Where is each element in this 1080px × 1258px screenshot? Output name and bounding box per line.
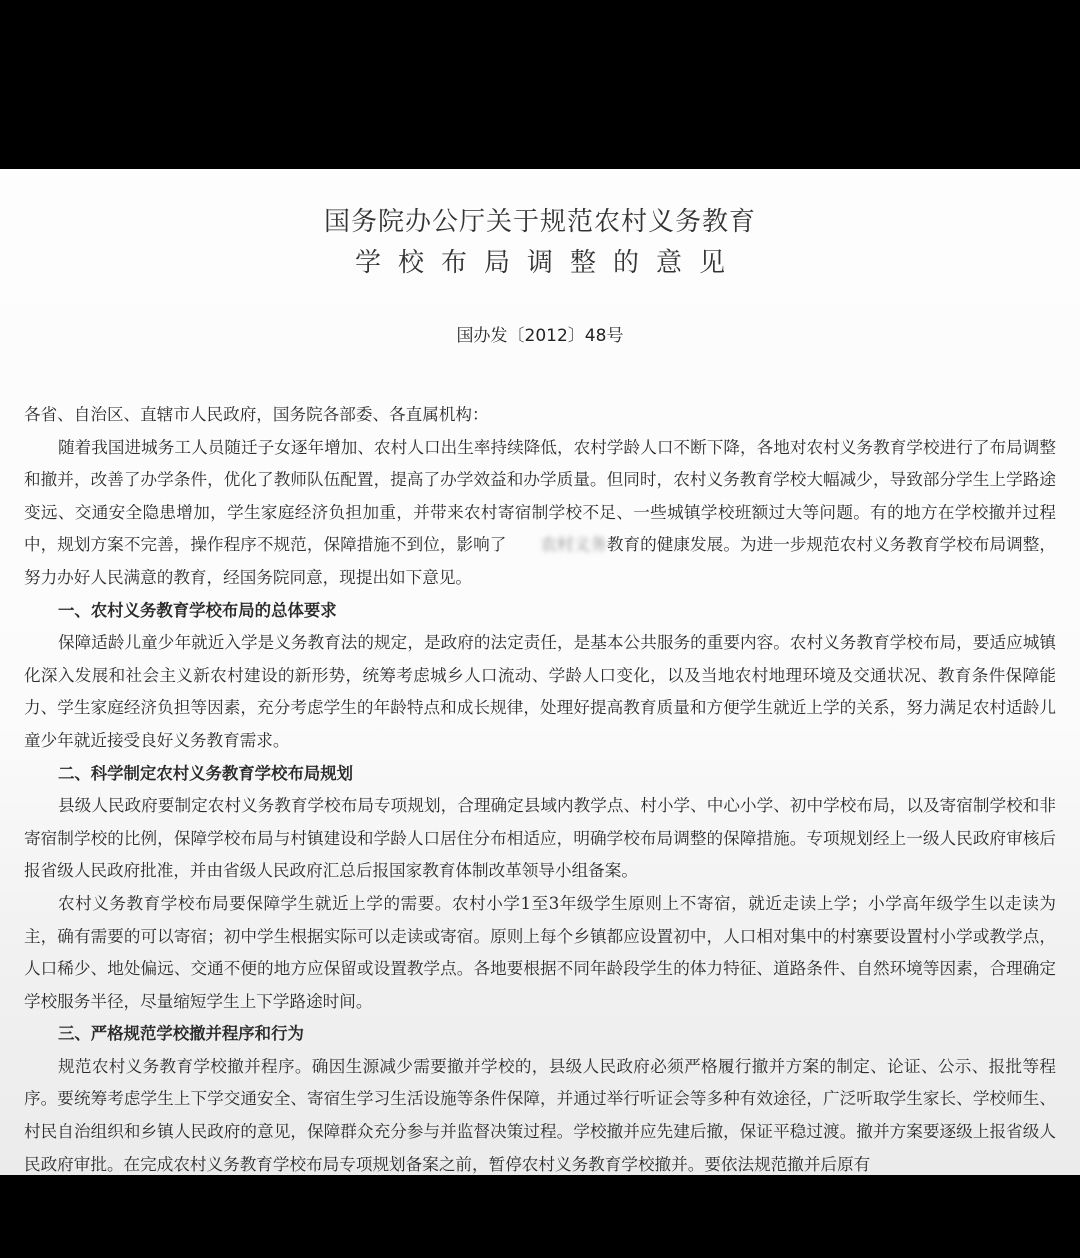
document-body <box>24 399 1056 1175</box>
document-title-line-2: 学校布局调整的意见 <box>354 248 742 278</box>
salutation: 各省、自治区、直辖市人民政府，国务院各部委、各直属机构： <box>24 405 489 424</box>
section-1-heading: 一、农村义务教育学校布局的总体要求 <box>58 600 337 620</box>
section-3-heading: 三、严格规范学校撤并程序和行为 <box>58 1024 304 1044</box>
section-3-paragraph-1: 规范农村义务教育学校撤并程序。确因生源减少需要撤并学校的，县级人民政府必须严格履行撤并方案的制定、论证、公示、报批等程序。要统筹考虑学生上下学交通安全、寄宿生学习生活设施等条件保障，并通过举行听证会等多种有效途径，广泛听取学生家长、学校师生、村民自治组织和乡镇人民政府的意见，保障群众充分参与并监督决策过程。学校撤并应先建后撤，保证平稳过渡。撤并方案要逐级上报省级人民政府审批。在完成农村义务教育学校布局专项规划备案之前，暂停农村义务教育学校撤并。要依法规范撤并后原有 <box>24 1056 1056 1174</box>
section-2-paragraph-1: 县级人民政府要制定农村义务教育学校布局专项规划，合理确定县域内教学点、村小学、中心小学、初中学校布局，以及寄宿制学校和非寄宿制学校的比例，保障学校布局与村镇建设和学龄人口居住分布相适应，明确学校布局调整的保障措施。专项规划经上一级人民政府审核后报省级人民政府批准，并由省级人民政府汇总后报国家教育体制改革领导小组备案。 <box>24 796 1056 881</box>
section-2-paragraph-2: 农村义务教育学校布局要保障学生就近上学的需要。农村小学1至3年级学生原则上不寄宿，就近走读上学；小学高年级学生以走读为主，确有需要的可以寄宿；初中学生根据实际可以走读或寄宿。原则上每个乡镇都应设置初中，人口相对集中的村寨要设置村小学或教学点，人口稀少、地处偏远、交通不便的地方应保留或设置教学点。各地要根据不同年龄段学生的体力特征、道路条件、自然环境等因素，合理确定学校服务半径，尽量缩短学生上下学路途时间。 <box>24 893 1056 1011</box>
bottom-letterbox-bar <box>0 1175 1080 1258</box>
document-page <box>0 169 1080 1175</box>
section-1-paragraph-1: 保障适龄儿童少年就近入学是义务教育法的规定，是政府的法定责任，是基本公共服务的重要内容。农村义务教育学校布局，要适应城镇化深入发展和社会主义新农村建设的新形势，统筹考虑城乡人口流动、学龄人口变化，以及当地农村地理环境及交通状况、教育条件保障能力、学生家庭经济负担等因素，充分考虑学生的年龄特点和成长规律，处理好提高教育质量和方便学生就近上学的关系，努力满足农村适龄儿童少年就近接受良好义务教育需求。 <box>24 633 1056 750</box>
intro-text-after-blur: 教育的健康发展。为进一步规范农村义务教育学校布局调整，努力办好人民满意的教育，经国务院同意，现提出如下意见。 <box>24 535 1057 587</box>
section-2-heading: 二、科学制定农村义务教育学校布局规划 <box>58 763 354 783</box>
document-number: 国办发〔2012〕48号 <box>456 326 624 346</box>
intro-paragraph <box>24 432 1056 595</box>
top-letterbox-bar <box>0 0 1080 169</box>
blurred-text: 农村义务 <box>540 535 607 555</box>
document-title-line-1: 国务院办公厅关于规范农村义务教育 <box>323 207 756 237</box>
intro-text-before-blur: 随着我国进城务工人员随迁子女逐年增加、农村人口出生率持续降低，农村学龄人口不断下降，各地对农村义务教育学校进行了布局调整和撤并，改善了办学条件，优化了教师队伍配置，提高了办学效益和办学质量。但同时，农村义务教育学校大幅减少，导致部分学生上学路途变远、交通安全隐患增加，学生家庭经济负担加重，并带来农村寄宿制学校不足、一些城镇学校班额过大等问题。有的地方在学校撤并过程中，规划方案不完善，操作程序不规范，保障措施不到位，影响了 <box>24 437 1056 555</box>
